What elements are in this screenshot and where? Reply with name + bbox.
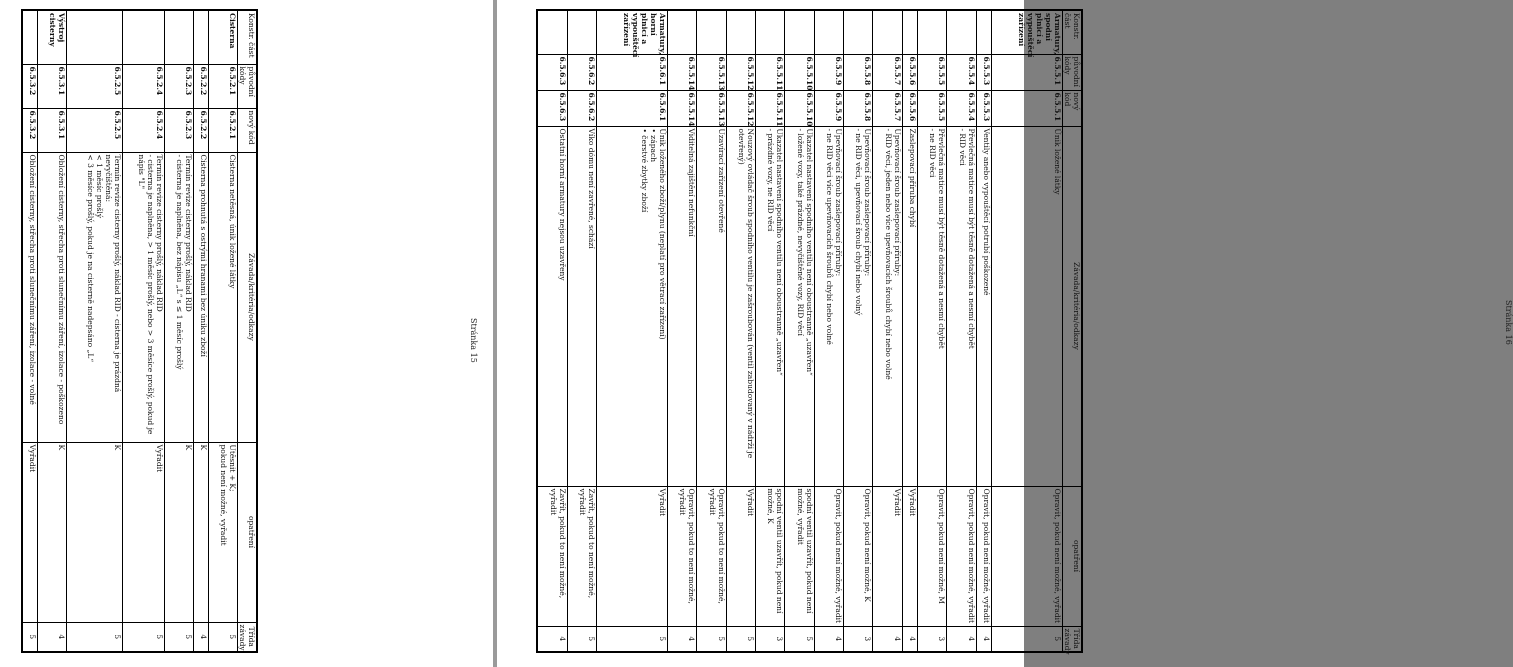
cell-opatreni: K: [38, 442, 67, 622]
cell-trida: 5: [67, 622, 123, 652]
cell-zavada: Upevňovací šroub zaslepovací příruby: - ne RID věci, upevňovací šroub chybí nebo volný: [843, 126, 872, 486]
cell-puvodni: 6.5.2.3: [165, 64, 194, 108]
cell-zavada: Termín revize cisterny prošlý, náklad RID - cisterna je naplněna, bez nápisu „L“ s ≤ 1 měsíc prošlý: [165, 152, 194, 442]
cell-konstr: [902, 10, 917, 54]
cell-opatreni: Opravit, pokud není možné, vyřadit: [976, 486, 991, 626]
cell-trida: 4: [976, 626, 991, 652]
cell-konstr: [726, 10, 755, 54]
header-konstr: Konstr. část: [1063, 10, 1083, 54]
cell-zavada: Nouzový ovládač šroub spodního ventilu je zašroubován (ventil zabudovaný v nádrži je otevřený): [726, 126, 755, 486]
table-row: [537, 10, 567, 652]
cell-opatreni: Opravit, pokud není možné, vyřadit: [947, 486, 976, 626]
cell-puvodni: 6.5.2.4: [123, 64, 165, 108]
cell-zavada: Cisterna prohnutá s ostrými hranami bez úniku zboží: [194, 152, 209, 442]
header-konstr: Konstr. část: [238, 10, 258, 64]
cell-konstr: [697, 10, 726, 54]
cell-novy: 6.5.5.1: [992, 90, 1063, 126]
cell-opatreni: Opravit, pokud to není možné, vyřadit: [668, 486, 697, 626]
cell-zavada: Termín revize cisterny prošlý, náklad RID - cisterna je naplněna, > 1 měsíc prošlý, nebo > 3 měsíce prošlý, pokud je nápis "L": [123, 152, 165, 442]
cell-puvodni: 6.5.5.14: [668, 54, 697, 90]
cell-puvodni: 6.5.5.11: [755, 54, 784, 90]
table-row: [902, 10, 917, 652]
cell-trida: 5: [567, 626, 596, 652]
cell-puvodni: 6.5.5.4: [947, 54, 976, 90]
cell-novy: 6.5.6.1: [597, 90, 668, 126]
table-row: [697, 10, 726, 652]
cell-puvodni: 6.5.5.12: [726, 54, 755, 90]
table-row: [209, 10, 238, 652]
cell-konstr: [843, 10, 872, 54]
cell-opatreni: Opravit, pokud není možné, vyřadit: [992, 486, 1063, 626]
cell-puvodni: 6.5.6.3: [537, 54, 567, 90]
cell-puvodni: 6.5.5.3: [976, 54, 991, 90]
table-row: [947, 10, 976, 652]
cell-novy: 6.5.5.5: [917, 90, 946, 126]
cell-trida: 5: [697, 626, 726, 652]
cell-novy: 6.5.2.4: [123, 108, 165, 152]
cell-zavada: Převlečná matice musí být těsně dotažená a nesmí chybět - RID věci: [947, 126, 976, 486]
cell-konstr: [668, 10, 697, 54]
table-row: [22, 10, 38, 652]
cell-konstr: [814, 10, 843, 54]
table-16: [536, 9, 1083, 653]
table-row: [726, 10, 755, 652]
cell-konstr: [917, 10, 946, 54]
cell-novy: 6.5.5.8: [843, 90, 872, 126]
cell-konstr: [123, 10, 165, 64]
cell-zavada: Ventily anebo vypouštěcí potrubí poškozené: [976, 126, 991, 486]
cell-novy: 6.5.5.11: [755, 90, 784, 126]
cell-puvodni: 6.5.3.1: [38, 64, 67, 108]
cell-konstr: Armatury, horní plnicí a vypouštěcí zařízení: [597, 10, 668, 54]
cell-opatreni: spodní ventil uzavřít, pokud není možné, vyřadit: [785, 486, 814, 626]
cell-novy: 6.5.2.3: [165, 108, 194, 152]
cell-opatreni: Opravit, pokud není možné, K: [843, 486, 872, 626]
cell-opatreni: Opravit, pokud to není možné, vyřadit: [697, 486, 726, 626]
table-row: [785, 10, 814, 652]
cell-zavada: Obložení cisterny, střecha proti slunečnímu záření, izolace - volné: [22, 152, 38, 442]
defect-table-page-15: [21, 9, 258, 651]
cell-trida: 5: [785, 626, 814, 652]
cell-novy: 6.5.3.2: [22, 108, 38, 152]
cell-konstr: [947, 10, 976, 54]
cell-trida: 4: [537, 626, 567, 652]
cell-zavada: Víko dómu není zavřené, schází: [567, 126, 596, 486]
cell-novy: 6.5.3.1: [38, 108, 67, 152]
cell-trida: 4: [668, 626, 697, 652]
cell-puvodni: 6.5.3.2: [22, 64, 38, 108]
table-row: [873, 10, 902, 652]
cell-opatreni: Zavřít, pokud to není možné, vyřadit: [537, 486, 567, 626]
page-16: [497, 0, 1513, 667]
cell-opatreni: Vyřadit: [123, 442, 165, 622]
cell-zavada: Převlečná matice musí být těsně dotažená a nesmí chybět - ne RID věci: [917, 126, 946, 486]
cell-zavada: Termín revize cisterny prošlý, náklad RID - cisterna je prázdná nevyčištěná: < 1 měsíc prošlý < 3 měsíce prošlý, pokud je na cisterně nadepsáno „L“: [67, 152, 123, 442]
cell-opatreni: K: [165, 442, 194, 622]
cell-opatreni: spodní ventil uzavřít, pokud není možné, K: [755, 486, 784, 626]
cell-zavada: Únik ložené látky: [992, 126, 1063, 486]
header-zavada: Závada/kritéria/odkazy: [1063, 126, 1083, 486]
cell-trida: 5: [726, 626, 755, 652]
cell-opatreni: Vyřadit: [597, 486, 668, 626]
cell-zavada: Ostatní horní armatury nejsou uzavřeny: [537, 126, 567, 486]
cell-puvodni: 6.5.5.13: [697, 54, 726, 90]
cell-konstr: [22, 10, 38, 64]
cell-konstr: Cisterna: [209, 10, 238, 64]
table-row: [976, 10, 991, 652]
cell-puvodni: 6.5.5.10: [785, 54, 814, 90]
cell-konstr: [873, 10, 902, 54]
cell-konstr: [785, 10, 814, 54]
header-trida: Třída závady: [1063, 626, 1083, 652]
cell-opatreni: Opravit, pokud není možné, vyřadit: [814, 486, 843, 626]
cell-trida: 3: [755, 626, 784, 652]
cell-konstr: [194, 10, 209, 64]
cell-novy: 6.5.5.13: [697, 90, 726, 126]
cell-opatreni: Zavřít, pokud to není možné, vyřadit: [567, 486, 596, 626]
header-puvodni: původní kódy: [1063, 54, 1083, 90]
header-zavada: Závada/kritéria/odkazy: [238, 152, 258, 442]
cell-trida: 4: [194, 622, 209, 652]
table-row: [814, 10, 843, 652]
cell-konstr: [755, 10, 784, 54]
cell-puvodni: 6.5.6.1: [597, 54, 668, 90]
cell-opatreni: Vyřadit: [726, 486, 755, 626]
header-opatreni: opatření: [238, 442, 258, 622]
cell-opatreni: K: [67, 442, 123, 622]
table-row: [67, 10, 123, 652]
cell-zavada: Ukazatel nastavení spodního ventilu není oboustranně „uzavřen“ - prázdné vozy, ne RID věcí: [755, 126, 784, 486]
cell-trida: 4: [947, 626, 976, 652]
cell-puvodni: 6.5.5.6: [902, 54, 917, 90]
table-header-row: [1063, 10, 1083, 652]
cell-zavada: Viditelná zajištění nefunkční: [668, 126, 697, 486]
cell-zavada: Zaslepovací příruba chybí: [902, 126, 917, 486]
table-row: [755, 10, 784, 652]
cell-novy: 6.5.6.3: [537, 90, 567, 126]
cell-novy: 6.5.5.4: [947, 90, 976, 126]
cell-trida: 5: [165, 622, 194, 652]
cell-puvodni: 6.5.5.7: [873, 54, 902, 90]
cell-trida: 5: [597, 626, 668, 652]
cell-puvodni: 6.5.5.1: [992, 54, 1063, 90]
cell-opatreni: Opravit, pokud není možné, M: [917, 486, 946, 626]
cell-novy: 6.5.2.5: [67, 108, 123, 152]
cell-trida: 5: [123, 622, 165, 652]
cell-trida: 4: [38, 622, 67, 652]
cell-zavada: Uzavírací zařízení otevřené: [697, 126, 726, 486]
table-15: [21, 9, 258, 653]
cell-konstr: [537, 10, 567, 54]
cell-novy: 6.5.5.3: [976, 90, 991, 126]
cell-novy: 6.5.2.1: [209, 108, 238, 152]
cell-puvodni: 6.5.2.5: [67, 64, 123, 108]
cell-novy: 6.5.6.2: [567, 90, 596, 126]
page-15: [0, 0, 493, 667]
cell-trida: 4: [902, 626, 917, 652]
table-row: [597, 10, 668, 652]
cell-opatreni: Utěsnit + K; pokud není možné, vyřadit: [209, 442, 238, 622]
cell-novy: 6.5.2.2: [194, 108, 209, 152]
cell-puvodni: 6.5.5.5: [917, 54, 946, 90]
cell-trida: 4: [873, 626, 902, 652]
page-number-15: Stránka 15: [469, 318, 478, 363]
cell-opatreni: Vyřadit: [902, 486, 917, 626]
cell-zavada: Obložení cisterny, střecha proti slunečnímu záření, izolace - poškozeno: [38, 152, 67, 442]
table-header-row: [238, 10, 258, 652]
cell-puvodni: 6.5.2.1: [209, 64, 238, 108]
cell-konstr: [67, 10, 123, 64]
cell-konstr: [165, 10, 194, 64]
cell-novy: 6.5.5.14: [668, 90, 697, 126]
cell-konstr: Armatury, spodní plnicí a vypouštěcí zařízení: [992, 10, 1063, 54]
cell-konstr: Výstroj cisterny: [38, 10, 67, 64]
cell-opatreni: K: [194, 442, 209, 622]
cell-konstr: [976, 10, 991, 54]
cell-trida: 3: [917, 626, 946, 652]
cell-puvodni: 6.5.2.2: [194, 64, 209, 108]
cell-puvodni: 6.5.5.8: [843, 54, 872, 90]
cell-puvodni: 6.5.6.2: [567, 54, 596, 90]
cell-novy: 6.5.5.10: [785, 90, 814, 126]
cell-zavada: Upevňovací šroub zaslepovací příruby: - RID věci, jeden nebo více upevňovacích šroubů chybí nebo volné: [873, 126, 902, 486]
table-row: [843, 10, 872, 652]
cell-trida: 5: [22, 622, 38, 652]
cell-zavada: Cisterna netěsná, únik ložené látky: [209, 152, 238, 442]
header-opatreni: opatření: [1063, 486, 1083, 626]
cell-novy: 6.5.5.7: [873, 90, 902, 126]
cell-konstr: [567, 10, 596, 54]
cell-trida: 4: [814, 626, 843, 652]
cell-zavada: Ukazatel nastavení spodního ventilu není oboustranně „uzavřen“ - ložené vozy, také prázdné, nevyčištěné vozy, RID věcí: [785, 126, 814, 486]
table-row: [917, 10, 946, 652]
page-number-16: Stránka 16: [1504, 300, 1513, 345]
cell-puvodni: 6.5.5.9: [814, 54, 843, 90]
table-row: [194, 10, 209, 652]
header-novy: nový kód: [1063, 90, 1083, 126]
defect-table-page-16: [536, 9, 1083, 655]
table-row: [123, 10, 165, 652]
table-row: [165, 10, 194, 652]
cell-trida: 5: [992, 626, 1063, 652]
table-row: [668, 10, 697, 652]
cell-trida: 5: [209, 622, 238, 652]
table-row: [992, 10, 1063, 652]
table-row: [567, 10, 596, 652]
table-row: [38, 10, 67, 652]
cell-opatreni: Vyřadit: [873, 486, 902, 626]
cell-trida: 3: [843, 626, 872, 652]
cell-opatreni: Vyřadit: [22, 442, 38, 622]
cell-novy: 6.5.5.6: [902, 90, 917, 126]
header-puvodni: původní kódy: [238, 64, 258, 108]
cell-zavada: Únik loženého zboží/plynu (neplatí pro větrací zařízení) • zápach • čerstvé zbytky zboží: [597, 126, 668, 486]
header-novy: nový kód: [238, 108, 258, 152]
header-trida: Třída závady: [238, 622, 258, 652]
cell-novy: 6.5.5.12: [726, 90, 755, 126]
cell-novy: 6.5.5.9: [814, 90, 843, 126]
cell-zavada: Upevňovací šroub zaslepovací příruby: - ne RID věci více upevňovacích šroubů chybí nebo volné: [814, 126, 843, 486]
